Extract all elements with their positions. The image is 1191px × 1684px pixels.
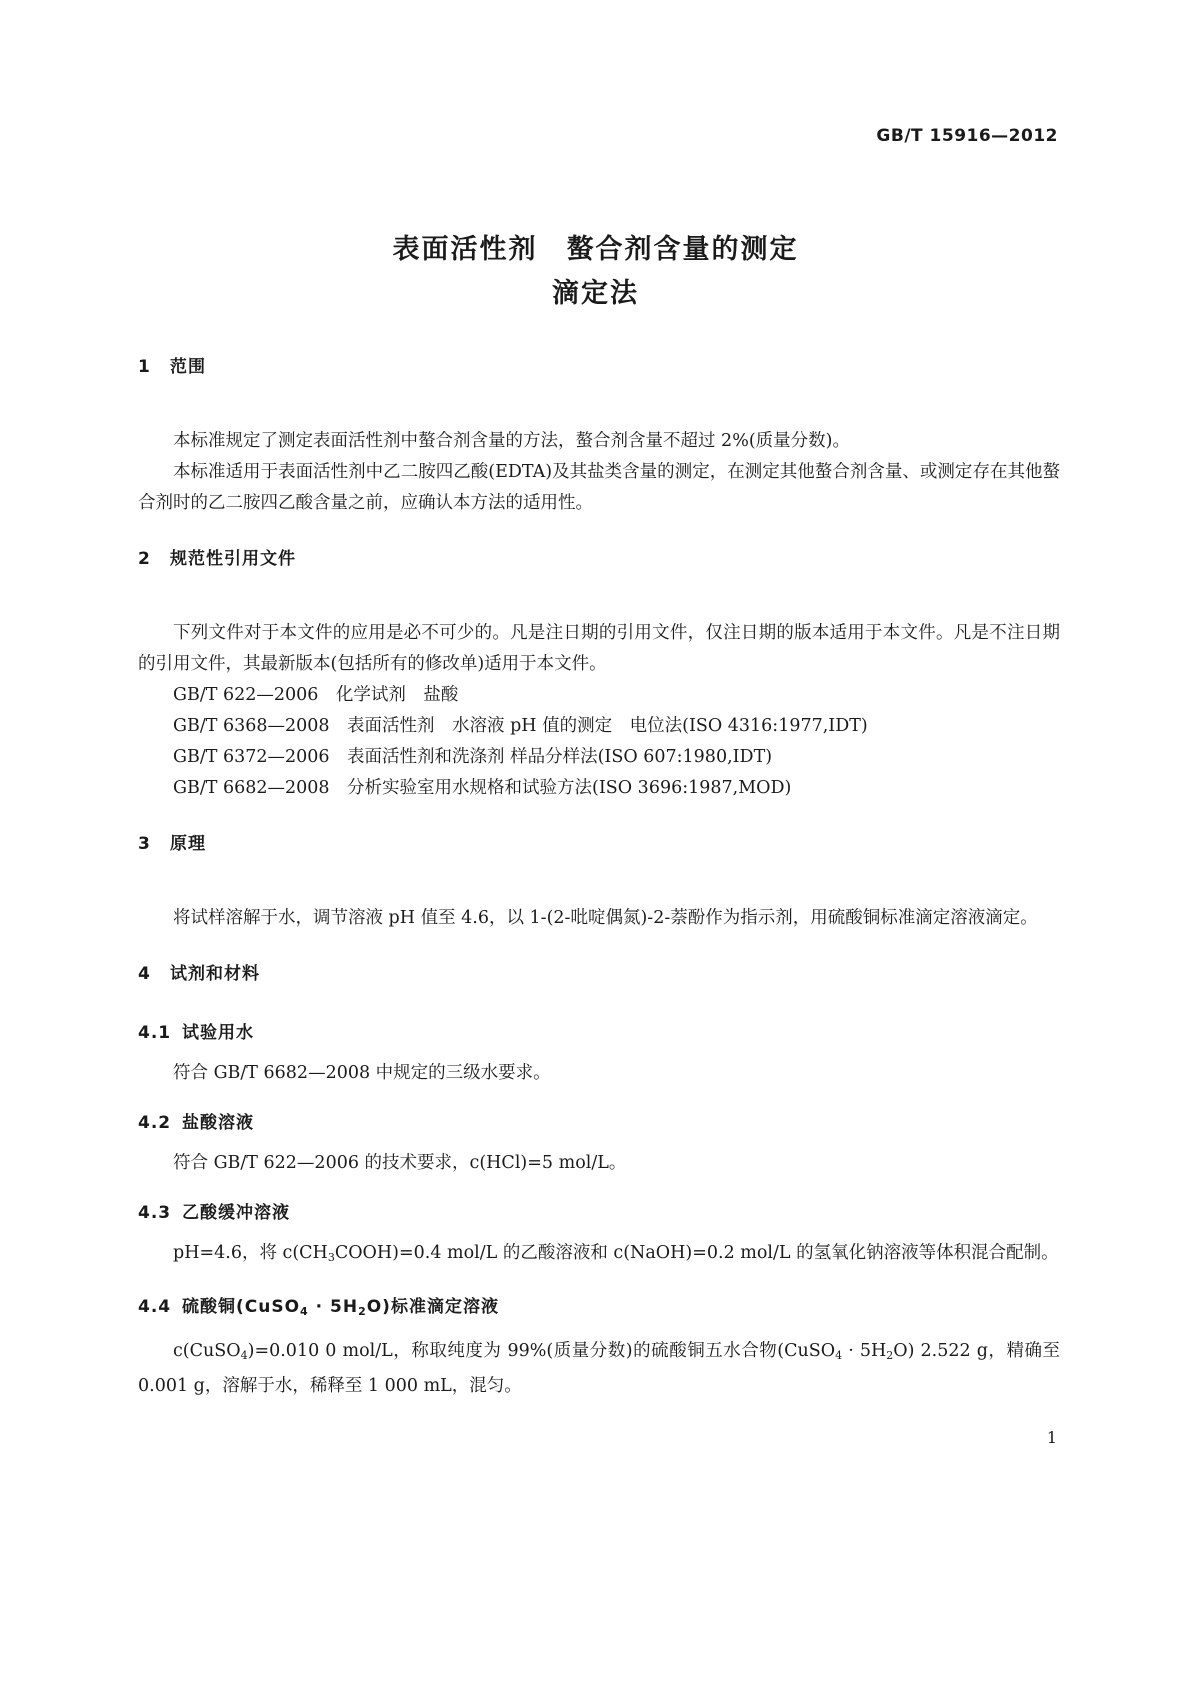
- reference-item: GB/T 6372—2006 表面活性剂和洗涤剂 样品分样法(ISO 607:1980,IDT): [173, 747, 773, 767]
- subsection-heading-4-2: 4.2 盐酸溶液: [138, 1113, 254, 1133]
- standard-code: GB/T 15916—2012: [876, 126, 1058, 146]
- section-heading-2: 2 规范性引用文件: [138, 549, 296, 569]
- paragraph: 将试样溶解于水，调节溶液 pH 值至 4.6，以 1-(2-吡啶偶氮)-2-萘酚作为指示剂，用硫酸铜标准滴定溶液滴定。: [173, 908, 1038, 928]
- section-heading-3: 3 原理: [138, 834, 206, 854]
- page-number: 1: [1046, 1428, 1057, 1447]
- paragraph: 符合 GB/T 6682—2008 中规定的三级水要求。: [173, 1063, 551, 1083]
- paragraph: 本标准规定了测定表面活性剂中螯合剂含量的方法，螯合剂含量不超过 2%(质量分数)。: [173, 431, 850, 451]
- paragraph: c(CuSO$_4$)=0.010 0 mol/L，称取纯度为 99%(质量分数)的硫酸铜五水合物(CuSO$_4$ · $5H_2O$) 2.522 g，精确至 0.001 g，溶解于水，稀释至 1 000 mL，混匀。: [138, 1341, 1060, 1396]
- document-title: [0, 228, 1191, 316]
- section-heading-4: 4 试剂和材料: [138, 964, 260, 984]
- reference-item: GB/T 6368—2008 表面活性剂 水溶液 pH 值的测定 电位法(ISO 4316:1977,IDT): [173, 716, 868, 736]
- reference-item: GB/T 6682—2008 分析实验室用水规格和试验方法(ISO 3696:1987,MOD): [173, 778, 792, 798]
- title-line-1: 表面活性剂 螯合剂含量的测定: [392, 234, 799, 265]
- title-line-2: 滴定法: [552, 278, 639, 309]
- subsection-heading-4-3: 4.3 乙酸缓冲溶液: [138, 1203, 290, 1223]
- subsection-heading-4-1: 4.1 试验用水: [138, 1023, 254, 1043]
- section-heading-1: 1 范围: [138, 357, 206, 377]
- reference-item: GB/T 622—2006 化学试剂 盐酸: [173, 685, 459, 705]
- paragraph: pH=4.6，将 $c(CH_3COOH)=0.4$ mol/L 的乙酸溶液和 c(NaOH)=0.2 mol/L 的氢氧化钠溶液等体积混合配制。: [173, 1243, 1059, 1264]
- paragraph: 本标准适用于表面活性剂中乙二胺四乙酸(EDTA)及其盐类含量的测定，在测定其他螯合剂含量、或测定存在其他螯合剂时的乙二胺四乙酸含量之前，应确认本方法的适用性。: [138, 462, 1060, 513]
- paragraph: 下列文件对于本文件的应用是必不可少的。凡是注日期的引用文件，仅注日期的版本适用于本文件。凡是不注日期的引用文件，其最新版本(包括所有的修改单)适用于本文件。: [138, 623, 1060, 674]
- document-body: [138, 352, 1060, 1402]
- paragraph: 符合 GB/T 622—2006 的技术要求，c(HCl)=5 mol/L。: [173, 1153, 627, 1173]
- subsection-heading-4-4: 4.4 硫酸铜(CuSO$_4$ · $5H_2O$)标准滴定溶液: [138, 1297, 499, 1318]
